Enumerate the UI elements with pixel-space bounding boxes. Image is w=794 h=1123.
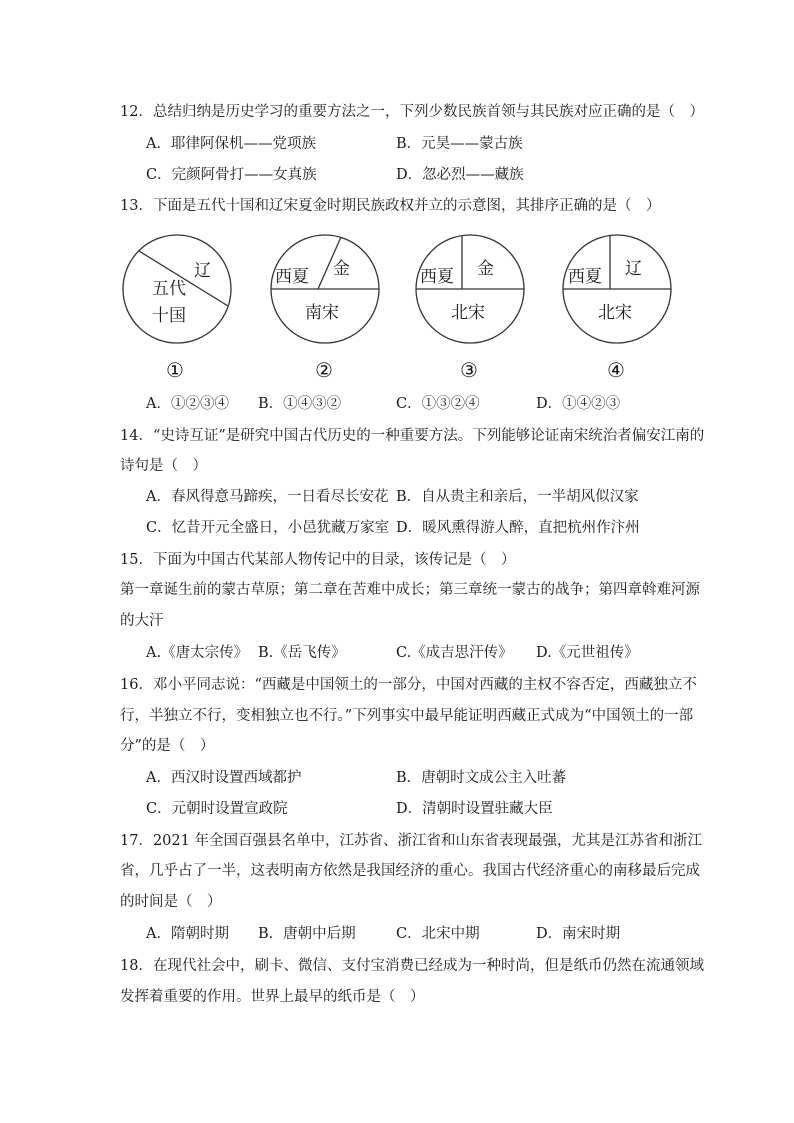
q13-diagram-row [0,232,794,382]
diagram-4-left-label: 西夏 [568,267,602,287]
q13-option-a: A．①②③④ [146,396,229,412]
q16-option-a: A．西汉时设置西域都护 [146,770,302,786]
diagram-2-bottom-label: 南宋 [305,303,339,323]
diagram-4-bottom-label: 北宋 [598,303,632,323]
q16-stem-line3: 分”的是（ ） [120,738,215,754]
q16-option-b: B．唐朝时文成公主入吐蕃 [396,770,567,786]
q13-stem: 13．下面是五代十国和辽宋夏金时期民族政权并立的示意图，其排序正确的是（ ） [120,198,661,214]
q15-option-d: D.《元世祖传》 [536,645,639,661]
q17-stem-line3: 的时间是（ ） [120,894,222,910]
diagram-4 [563,235,671,382]
diagram-3-bottom-label: 北宋 [451,303,485,323]
diagram-1-bottom-line2: 十国 [152,306,186,326]
diagram-3-number: ③ [460,358,478,382]
diagram-1-top-label: 辽 [194,261,211,281]
q16-stem-line1: 16．邓小平同志说：“西藏是中国领土的一部分，中国对西藏的主权不容否定，西藏独立不 [120,677,697,693]
q14-stem-line2: 诗句是（ ） [120,458,207,474]
q15-toc-line1: 第一章诞生前的蒙古草原；第二章在苦难中成长；第三章统一蒙古的战争；第四章斡难河源 [120,582,700,598]
q13-option-b: B．①④③② [258,396,342,412]
q17-option-d: D．南宋时期 [536,926,621,942]
diagram-3-left-label: 西夏 [420,267,454,287]
q14-option-a: A．春风得意马蹄疾，一日看尽长安花 [146,489,389,505]
q13-option-d: D．①④②③ [536,396,621,412]
q15-option-c: C.《成吉思汗传》 [396,645,513,661]
q17-stem-line2: 省，几乎占了一半，这表明南方依然是我国经济的重心。我国古代经济重心的南移最后完成 [120,863,700,879]
diagram-4-number: ④ [607,358,625,382]
q17-option-a: A．隋朝时期 [146,926,229,942]
q12-option-d: D．忽必烈——藏族 [396,167,524,183]
q18-stem-line1: 18．在现代社会中，刷卡、微信、支付宝消费已经成为一种时尚，但是纸币仍然在流通领域 [120,958,704,974]
q15-option-a: A.《唐太宗传》 [146,645,249,661]
q14-stem-line1: 14．“史诗互证”是研究中国古代历史的一种重要方法。下列能够论证南宋统治者偏安江南的 [120,428,705,444]
diagram-4-right-label: 辽 [625,259,642,279]
q16-option-d: D．清朝时设置驻藏大臣 [396,801,553,817]
q15-toc-line2: 的大汗 [120,613,164,629]
q17-stem-line1: 17．2021 年全国百强县名单中，江苏省、浙江省和山东省表现最强，尤其是江苏省和浙江 [120,833,702,849]
diagram-1-bottom-line1: 五代 [152,279,186,299]
diagram-3-right-label: 金 [477,259,494,279]
q17-option-c: C．北宋中期 [396,926,480,942]
q14-option-d: D．暖风熏得游人醉，直把杭州作汴州 [396,520,640,536]
diagram-3 [416,235,524,382]
diagram-1-number: ① [166,358,184,382]
q18-stem-line2: 发挥着重要的作用。世界上最早的纸币是（ ） [120,989,425,1005]
q12-option-a: A．耶律阿保机——党项族 [146,136,316,152]
q13-option-c: C．①③②④ [396,396,480,412]
q15-stem: 15．下面为中国古代某部人物传记中的目录，该传记是（ ） [120,552,516,568]
diagram-2-number: ② [315,358,333,382]
q16-option-c: C．元朝时设置宣政院 [146,801,288,817]
diagram-2 [271,235,379,382]
q15-option-b: B.《岳飞传》 [258,645,346,661]
diagram-1 [123,235,231,382]
q12-option-c: C．完颜阿骨打——女真族 [146,167,317,183]
q12-option-b: B．元昊——蒙古族 [396,136,523,152]
regime-circle-diagrams [0,232,794,382]
q16-stem-line2: 行，半独立不行，变相独立也不行。”下列事实中最早能证明西藏正式成为“中国领土的一部 [120,708,694,724]
q17-option-b: B．唐朝中后期 [258,926,356,942]
q14-option-c: C．忆昔开元全盛日，小邑犹藏万家室 [146,520,390,536]
diagram-2-right-label: 金 [333,259,350,279]
q14-option-b: B．自从贵主和亲后，一半胡风似汉家 [396,489,639,505]
q12-stem: 12．总结归纳是历史学习的重要方法之一，下列少数民族首领与其民族对应正确的是（ ） [120,104,704,120]
diagram-2-left-label: 西夏 [275,267,309,287]
